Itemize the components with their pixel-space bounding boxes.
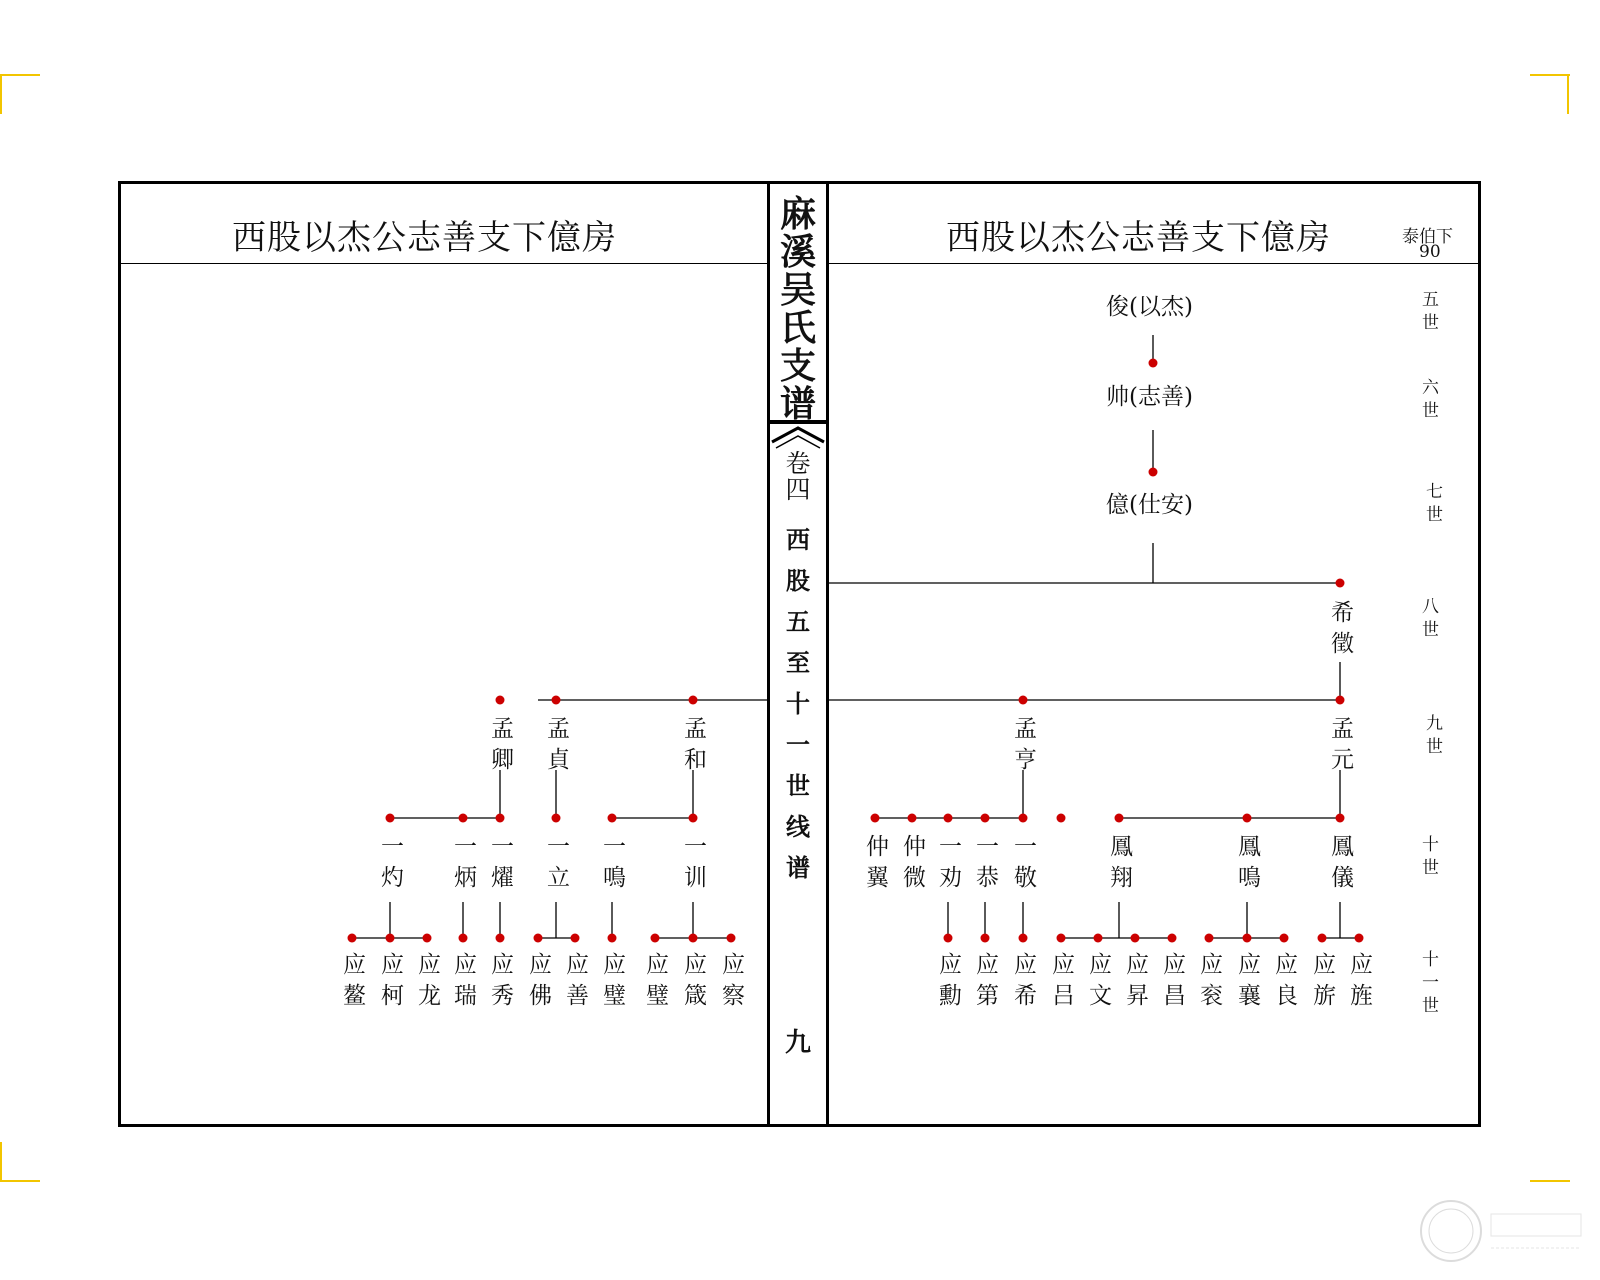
person-gen11: 应旌 (1346, 952, 1372, 1014)
person-gen10: 一立 (543, 834, 569, 896)
node-dot (459, 934, 468, 943)
person-gen10: 一训 (680, 834, 706, 896)
person-gen11: 应昇 (1122, 952, 1148, 1014)
person-gen10: 鳳鳴 (1234, 834, 1260, 896)
person-gen11: 应善 (562, 952, 588, 1014)
node-dot (1355, 934, 1364, 943)
volume-label-char: 四 (785, 475, 811, 504)
section-title-char: 至 (786, 649, 810, 677)
watermark-seal-icon (1416, 1196, 1586, 1266)
node-dot (534, 934, 543, 943)
node-dot (1336, 579, 1345, 588)
person-gen6: 帅(志善) (1106, 384, 1193, 410)
page-number: 九 (784, 1028, 811, 1058)
person-gen11: 应襄 (1234, 952, 1260, 1014)
node-dot (1019, 934, 1028, 943)
page-code-line1: 泰伯下 (1402, 227, 1453, 247)
person-gen11: 应文 (1085, 952, 1111, 1014)
person-gen10: 仲翼 (862, 834, 888, 896)
spine-title-char: 支 (779, 346, 816, 387)
generation-label: 八世 (1418, 597, 1438, 643)
person-gen8: 希徵 (1327, 600, 1353, 662)
person-gen9: 孟元 (1327, 716, 1353, 778)
node-dot (944, 814, 953, 823)
right-panel-title: 西股以杰公志善支下億房 (946, 218, 1331, 258)
person-gen11: 应昌 (1159, 952, 1185, 1014)
page-code-line2: 90 (1419, 242, 1441, 262)
spine-title-char: 溪 (779, 232, 816, 273)
person-gen11: 应秀 (487, 952, 513, 1014)
person-gen11: 应龙 (414, 952, 440, 1014)
person-gen11: 应箴 (680, 952, 706, 1014)
node-dot (689, 934, 698, 943)
person-gen10: 一炳 (450, 834, 476, 896)
section-title-char: 十 (786, 690, 810, 718)
person-gen11: 应良 (1271, 952, 1297, 1014)
node-dot (423, 934, 432, 943)
spine-title-char: 氏 (779, 308, 816, 349)
volume-label-char: 卷 (785, 449, 811, 478)
person-gen11: 应佛 (525, 952, 551, 1014)
section-title-char: 西 (786, 526, 810, 554)
person-gen10: 一恭 (972, 834, 998, 896)
generation-label: 十世 (1418, 835, 1438, 881)
person-gen9: 孟亨 (1010, 716, 1036, 778)
section-title-char: 一 (786, 731, 810, 759)
node-dot (348, 934, 357, 943)
node-dot (1280, 934, 1289, 943)
person-gen11: 应鳌 (339, 952, 365, 1014)
person-gen7: 億(仕安) (1106, 492, 1193, 518)
person-gen11: 应第 (972, 952, 998, 1014)
left-panel-title: 西股以杰公志善支下億房 (232, 218, 617, 258)
node-dot (1243, 934, 1252, 943)
generation-label: 十一世 (1418, 950, 1438, 1019)
node-dot (1019, 696, 1028, 705)
person-gen11: 应吕 (1048, 952, 1074, 1014)
section-title-char: 谱 (786, 854, 810, 882)
node-dot (571, 934, 580, 943)
node-dot (1094, 934, 1103, 943)
node-dot (1057, 814, 1066, 823)
generation-label: 九世 (1422, 714, 1442, 760)
person-gen10: 一鳴 (599, 834, 625, 896)
person-gen9: 孟貞 (543, 716, 569, 778)
person-gen10: 仲微 (899, 834, 925, 896)
section-title-char: 股 (786, 567, 810, 595)
node-dot (1205, 934, 1214, 943)
person-gen11: 应察 (718, 952, 744, 1014)
node-dot (552, 696, 561, 705)
node-dot (496, 934, 505, 943)
person-gen11: 应希 (1010, 952, 1036, 1014)
node-dot (496, 814, 505, 823)
node-dot (1131, 934, 1140, 943)
person-gen10: 鳳儀 (1327, 834, 1353, 896)
node-dot (689, 814, 698, 823)
node-dot (552, 814, 561, 823)
node-dot (871, 814, 880, 823)
node-dot (1336, 696, 1345, 705)
node-dot (608, 934, 617, 943)
node-dot (1336, 814, 1345, 823)
person-gen10: 一燿 (487, 834, 513, 896)
node-dot (1057, 934, 1066, 943)
person-gen11: 应璧 (599, 952, 625, 1014)
node-dot (1243, 814, 1252, 823)
generation-label: 六世 (1418, 378, 1438, 424)
person-gen11: 应勳 (935, 952, 961, 1014)
node-dot (608, 814, 617, 823)
person-gen10: 一灼 (377, 834, 403, 896)
generation-label: 五世 (1418, 290, 1438, 336)
node-dot (1149, 359, 1158, 368)
person-gen11: 应衮 (1196, 952, 1222, 1014)
node-dot (689, 696, 698, 705)
person-gen10: 一敬 (1010, 834, 1036, 896)
section-title-char: 线 (786, 813, 810, 841)
node-dot (459, 814, 468, 823)
person-gen11: 应柯 (377, 952, 403, 1014)
node-dot (386, 814, 395, 823)
spine-title-char: 谱 (779, 384, 816, 425)
node-dot (1019, 814, 1028, 823)
person-gen9: 孟卿 (487, 716, 513, 778)
person-gen10: 鳳翔 (1106, 834, 1132, 896)
person-gen11: 应璧 (642, 952, 668, 1014)
node-dot (1318, 934, 1327, 943)
node-dot (496, 696, 505, 705)
node-dot (651, 934, 660, 943)
person-gen5: 俊(以杰) (1106, 294, 1193, 320)
generation-label: 七世 (1422, 482, 1442, 528)
person-gen9: 孟和 (680, 716, 706, 778)
person-gen11: 应旂 (1309, 952, 1335, 1014)
node-dot (1115, 814, 1124, 823)
node-dot (944, 934, 953, 943)
section-title-char: 五 (786, 608, 810, 636)
node-dot (1149, 468, 1158, 477)
node-dot (386, 934, 395, 943)
person-gen11: 应瑞 (450, 952, 476, 1014)
section-title-char: 世 (786, 772, 810, 800)
node-dot (908, 814, 917, 823)
node-dot (727, 934, 736, 943)
node-dot (1168, 934, 1177, 943)
node-dot (981, 814, 990, 823)
person-gen10: 一劝 (935, 834, 961, 896)
spine-title-char: 吴 (779, 270, 816, 311)
spine-title-char: 麻 (779, 194, 816, 235)
node-dot (981, 934, 990, 943)
